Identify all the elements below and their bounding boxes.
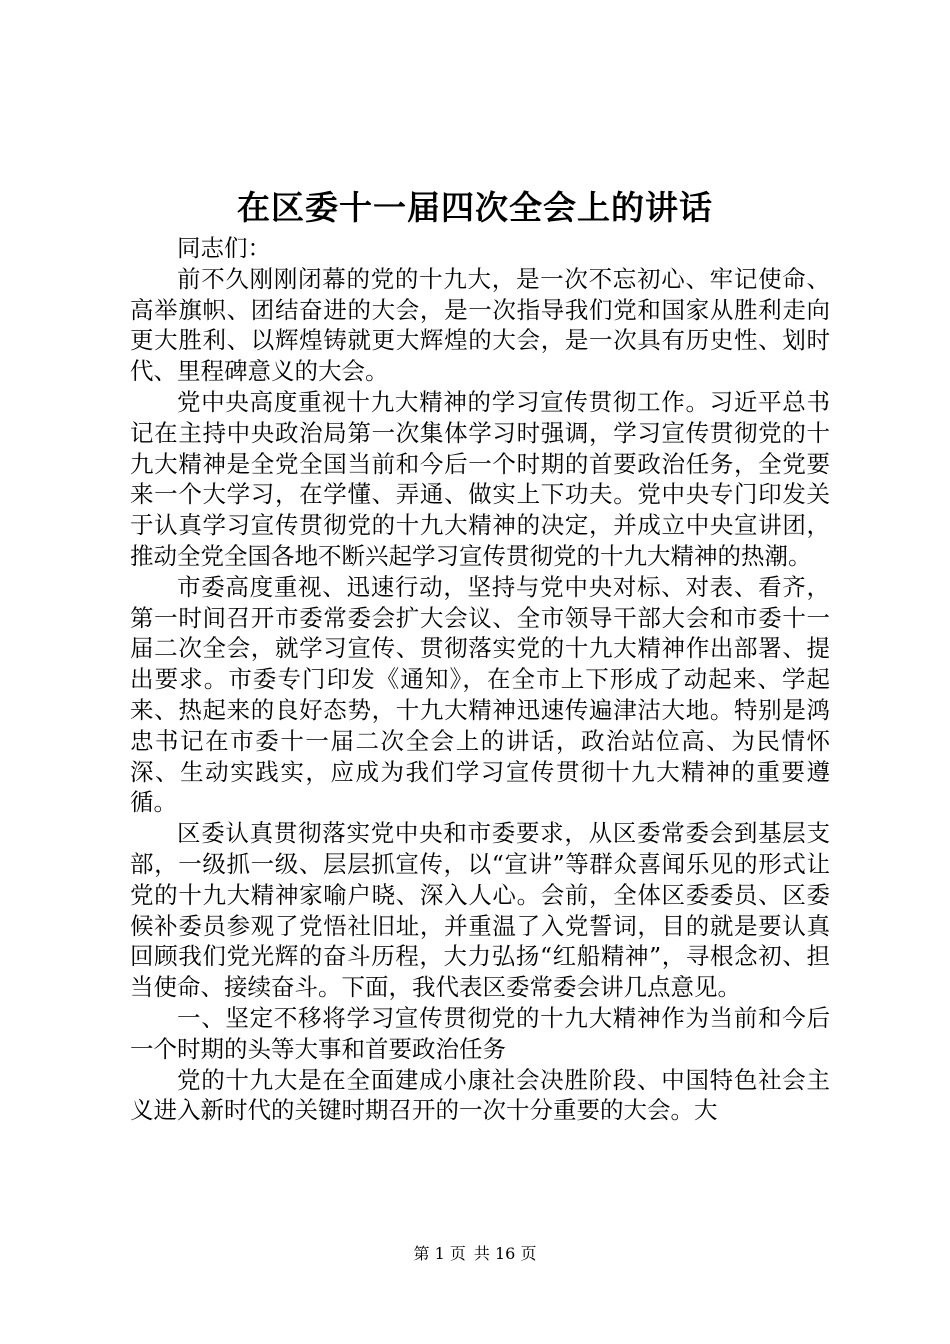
- page-total: 共 16 页: [473, 1244, 537, 1263]
- body-paragraph: 市委高度重视、迅速行动，坚持与党中央对标、对表、看齐，第一时间召开市委常委会扩大会议、全市领导干部大会和市委十一届二次全会，就学习宣传、贯彻落实党的十九大精神作出部署、提出要求。市委专门印发《通知》，在全市上下形成了动起来、学起来、热起来的良好态势，十九大精神迅速传遍津沽大地。特别是鸿忠书记在市委十一届二次全会上的讲话，政治站位高、为民情怀深、生动实践实，应成为我们学习宣传贯彻十九大精神的重要遵循。: [130, 572, 830, 817]
- salutation: 同志们：: [177, 234, 271, 262]
- body-paragraph: 区委认真贯彻落实党中央和市委要求，从区委常委会到基层支部，一级抓一级、层层抓宣传，以“宣讲”等群众喜闻乐见的形式让党的十九大精神家喻户晓、深入人心。会前，全体区委委员、区委候补委员参观了党悟社旧址，并重温了入党誓词，目的就是要认真回顾我们党光辉的奋斗历程，大力弘扬“红船精神”，寻根念初、担当使命、接续奋斗。下面，我代表区委常委会讲几点意见。: [130, 819, 830, 1002]
- body-paragraph: 党的十九大是在全面建成小康社会决胜阶段、中国特色社会主义进入新时代的关键时期召开的一次十分重要的大会。大: [130, 1065, 830, 1125]
- page-footer: [0, 1242, 950, 1266]
- body-paragraph: 党中央高度重视十九大精神的学习宣传贯彻工作。习近平总书记在主持中央政治局第一次集体学习时强调，学习宣传贯彻党的十九大精神是全党全国当前和今后一个时期的首要政治任务，全党要来一个大学习，在学懂、弄通、做实上下功夫。党中央专门印发关于认真学习宣传贯彻党的十九大精神的决定，并成立中央宣讲团，推动全党全国各地不断兴起学习宣传贯彻党的十九大精神的热潮。: [130, 387, 830, 570]
- section-heading: 一、坚定不移将学习宣传贯彻党的十九大精神作为当前和今后一个时期的头等大事和首要政治任务: [130, 1003, 830, 1063]
- document-body: [130, 233, 830, 1126]
- body-paragraph: 前不久刚刚闭幕的党的十九大，是一次不忘初心、牢记使命、高举旗帜、团结奋进的大会，是一次指导我们党和国家从胜利走向更大胜利、以辉煌铸就更大辉煌的大会，是一次具有历史性、划时代、里程碑意义的大会。: [130, 264, 830, 386]
- document-title: 在区委十一届四次全会上的讲话: [237, 188, 713, 227]
- page-number: 第 1 页: [413, 1244, 466, 1263]
